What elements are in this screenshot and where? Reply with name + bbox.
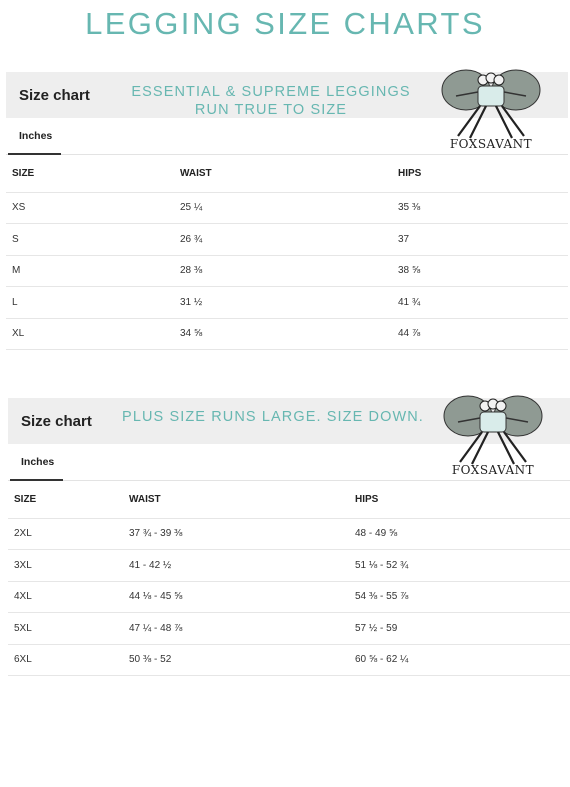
size-chart-essential xyxy=(6,72,568,350)
cell-size: 2XL xyxy=(8,518,123,550)
table-row xyxy=(8,581,570,613)
col-header-size: SIZE xyxy=(6,155,174,192)
table-row xyxy=(8,613,570,645)
cell-size: 5XL xyxy=(8,613,123,645)
cell-size: 4XL xyxy=(8,581,123,613)
table-row xyxy=(6,287,568,319)
cell-size: M xyxy=(6,255,174,287)
cell-hips: 37 xyxy=(392,224,568,256)
foxsavant-logo xyxy=(438,392,548,482)
cell-waist: 37 ¾ - 39 ⅜ xyxy=(123,518,349,550)
cell-hips: 51 ⅛ - 52 ¾ xyxy=(349,550,570,582)
logo-text: FOXSAVANT xyxy=(451,463,535,477)
size-table xyxy=(6,155,568,350)
cell-hips: 38 ⅝ xyxy=(392,255,568,287)
col-header-waist: WAIST xyxy=(174,155,392,192)
tab-inches[interactable]: Inches xyxy=(8,118,61,155)
cell-waist: 47 ¼ - 48 ⅞ xyxy=(123,613,349,645)
cell-waist: 34 ⅝ xyxy=(174,318,392,350)
cell-hips: 60 ⅝ - 62 ¼ xyxy=(349,644,570,676)
logo-text: FOXSAVANT xyxy=(449,137,533,151)
page-title: LEGGING SIZE CHARTS xyxy=(85,6,485,41)
table-header-row xyxy=(8,481,570,518)
col-header-waist: WAIST xyxy=(123,481,349,518)
foxsavant-logo xyxy=(436,66,546,156)
cell-size: XL xyxy=(6,318,174,350)
cell-waist: 26 ¾ xyxy=(174,224,392,256)
cell-hips: 44 ⅞ xyxy=(392,318,568,350)
cell-hips: 41 ¾ xyxy=(392,287,568,319)
chart-tagline xyxy=(126,83,416,119)
table-row xyxy=(6,224,568,256)
tab-inches[interactable]: Inches xyxy=(10,444,63,481)
cell-waist: 25 ¼ xyxy=(174,192,392,224)
table-header-row xyxy=(6,155,568,192)
cell-hips: 57 ½ - 59 xyxy=(349,613,570,645)
cell-waist: 41 - 42 ½ xyxy=(123,550,349,582)
table-row xyxy=(8,550,570,582)
dancers-illustration-icon xyxy=(436,66,546,142)
cell-hips: 35 ⅜ xyxy=(392,192,568,224)
tagline-line-1: ESSENTIAL & SUPREME LEGGINGS xyxy=(131,84,411,100)
size-chart-plus xyxy=(8,398,570,676)
cell-hips: 48 - 49 ⅝ xyxy=(349,518,570,550)
cell-size: L xyxy=(6,287,174,319)
col-header-hips: HIPS xyxy=(392,155,568,192)
cell-size: 3XL xyxy=(8,550,123,582)
col-header-hips: HIPS xyxy=(349,481,570,518)
table-row xyxy=(6,255,568,287)
chart-label: Size chart xyxy=(21,413,92,430)
col-header-size: SIZE xyxy=(8,481,123,518)
table-row xyxy=(6,318,568,350)
cell-size: 6XL xyxy=(8,644,123,676)
cell-size: S xyxy=(6,224,174,256)
chart-tagline xyxy=(118,408,428,426)
table-row xyxy=(8,518,570,550)
size-table xyxy=(8,481,570,676)
chart-label: Size chart xyxy=(19,87,90,104)
table-row xyxy=(8,644,570,676)
cell-waist: 28 ⅜ xyxy=(174,255,392,287)
cell-waist: 44 ⅛ - 45 ⅝ xyxy=(123,581,349,613)
dancers-illustration-icon xyxy=(438,392,548,468)
cell-hips: 54 ⅜ - 55 ⅞ xyxy=(349,581,570,613)
table-row xyxy=(6,192,568,224)
cell-waist: 50 ⅜ - 52 xyxy=(123,644,349,676)
cell-waist: 31 ½ xyxy=(174,287,392,319)
tagline-line-2: RUN TRUE TO SIZE xyxy=(194,102,348,118)
cell-size: XS xyxy=(6,192,174,224)
tagline-line-1: PLUS SIZE RUNS LARGE. SIZE DOWN. xyxy=(122,409,424,425)
